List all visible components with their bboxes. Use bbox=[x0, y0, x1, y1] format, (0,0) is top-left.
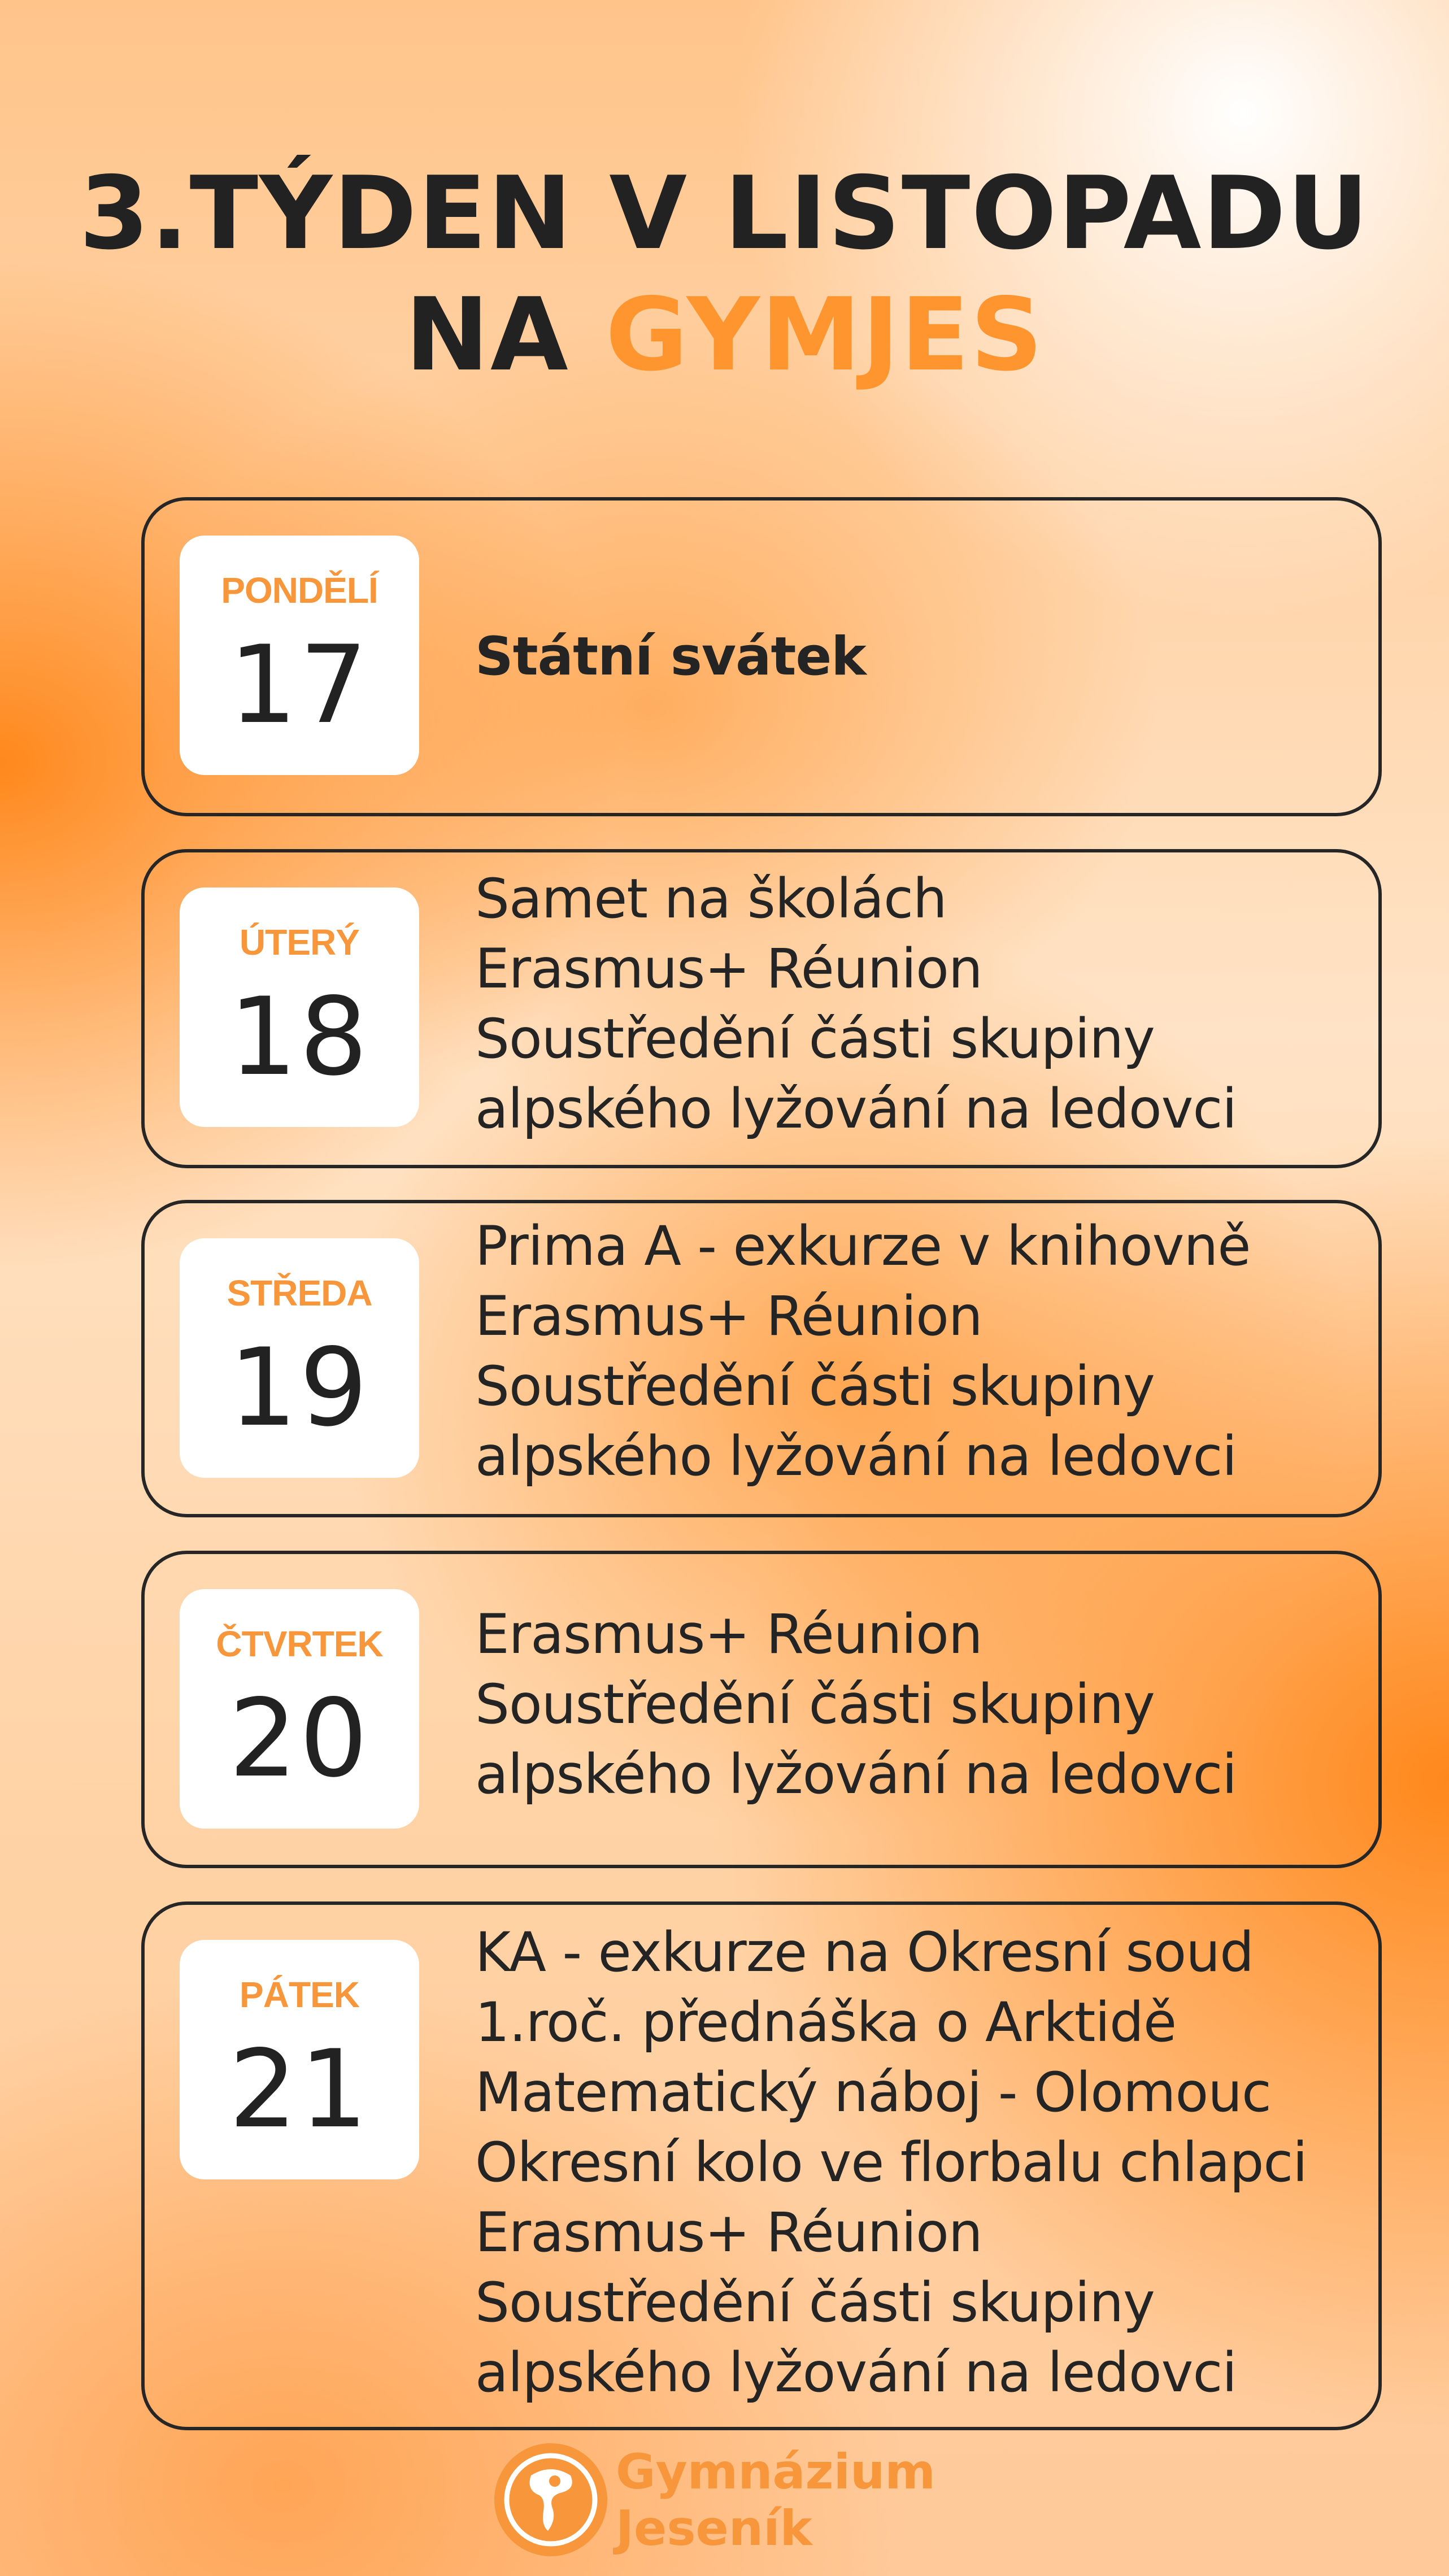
day-number: 17 bbox=[229, 623, 370, 747]
event-item: Soustředění části skupiny bbox=[475, 1673, 1155, 1736]
event-item: alpského lyžování na ledovci bbox=[475, 1743, 1237, 1806]
event-item: alpského lyžování na ledovci bbox=[475, 1077, 1237, 1141]
event-list bbox=[475, 864, 1237, 1144]
day-name: ČTVRTEK bbox=[216, 1624, 383, 1664]
event-item: Matematický náboj - Olomouc bbox=[475, 2061, 1271, 2124]
event-item: alpského lyžování na ledovci bbox=[475, 2341, 1237, 2404]
event-item: Erasmus+ Réunion bbox=[475, 1285, 982, 1348]
school-logo bbox=[491, 2440, 1000, 2565]
event-item: alpského lyžování na ledovci bbox=[475, 1425, 1237, 1488]
day-name: ÚTERÝ bbox=[240, 922, 359, 963]
day-card-thursday bbox=[141, 1551, 1382, 1868]
event-item: Samet na školách bbox=[475, 867, 947, 930]
day-name: PÁTEK bbox=[240, 1974, 359, 2015]
event-item: KA - exkurze na Okresní soud bbox=[475, 1921, 1254, 1984]
title-prefix: NA bbox=[405, 276, 606, 393]
day-number: 20 bbox=[229, 1676, 370, 1801]
day-number: 18 bbox=[229, 974, 370, 1099]
date-box bbox=[180, 1238, 419, 1478]
day-card-tuesday bbox=[141, 849, 1382, 1168]
day-name: STŘEDA bbox=[227, 1273, 372, 1313]
title-line-2 bbox=[0, 274, 1449, 395]
school-emblem-icon bbox=[491, 2440, 610, 2559]
day-number: 19 bbox=[229, 1325, 370, 1450]
logo-text bbox=[616, 2444, 935, 2557]
day-name: PONDĚLÍ bbox=[221, 570, 378, 611]
event-list bbox=[475, 1211, 1250, 1491]
date-box bbox=[180, 887, 419, 1127]
page-title bbox=[0, 153, 1449, 395]
logo-line-2: Jeseník bbox=[616, 2500, 812, 2557]
title-line-1: 3.TÝDEN V LISTOPADU bbox=[79, 155, 1370, 272]
event-item: Soustředění části skupiny bbox=[475, 1355, 1155, 1418]
day-card-friday bbox=[141, 1901, 1382, 2430]
event-list bbox=[475, 622, 866, 692]
event-item: Erasmus+ Réunion bbox=[475, 937, 982, 1000]
event-item: Státní svátek bbox=[475, 626, 866, 687]
event-list bbox=[475, 1599, 1237, 1809]
event-item: 1.roč. přednáška o Arktidě bbox=[475, 1991, 1177, 2054]
event-list bbox=[475, 1917, 1307, 2408]
title-accent: GYMJES bbox=[605, 276, 1044, 393]
date-box bbox=[180, 1940, 419, 2179]
event-item: Prima A - exkurze v knihovně bbox=[475, 1215, 1251, 1278]
event-item: Soustředění části skupiny bbox=[475, 2271, 1155, 2334]
day-number: 21 bbox=[229, 2027, 370, 2152]
date-box bbox=[180, 1589, 419, 1829]
event-item: Soustředění části skupiny bbox=[475, 1007, 1155, 1071]
event-item: Erasmus+ Réunion bbox=[475, 1603, 982, 1666]
date-box bbox=[180, 536, 419, 775]
logo-line-1: Gymnázium bbox=[616, 2444, 935, 2500]
day-card-monday bbox=[141, 497, 1382, 816]
event-item: Erasmus+ Réunion bbox=[475, 2201, 982, 2264]
day-card-wednesday bbox=[141, 1200, 1382, 1517]
event-item: Okresní kolo ve florbalu chlapci bbox=[475, 2131, 1307, 2194]
